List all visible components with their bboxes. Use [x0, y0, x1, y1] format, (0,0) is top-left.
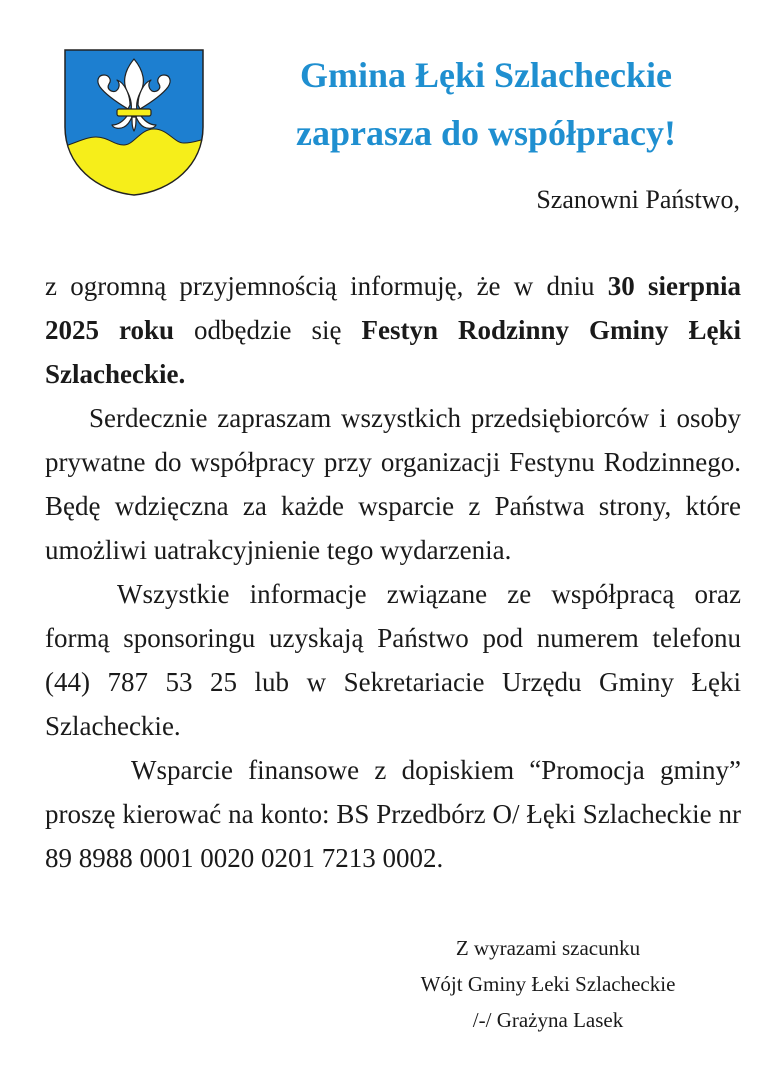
paragraph-bank-account: Wsparcie finansowe z dopiskiem “Promocja gminy” proszę kierować na konto: BS Przedbórz O/ Łęki Szlacheckie nr 89 8988 0001 0020 0201 7213 0002. [45, 755, 741, 873]
paragraph-invitation: Serdecznie zapraszam wszystkich przedsiębiorców i osoby prywatne do współpracy przy organizacji Festynu Rodzinnego. Będę wdzięczna za każde wsparcie z Państwa strony, które umożliwi uatrakcyjnienie tego wydarzenia. [45, 403, 741, 565]
paragraph-contact: Wszystkie informacje związane ze współpracą oraz formą sponsoringu uzyskają Państwo pod numerem telefonu (44) 787 53 25 lub w Sekretariacie Urzędu Gminy Łęki Szlacheckie. [45, 579, 741, 741]
intro-text-2: odbędzie się [174, 315, 362, 345]
letter-body [45, 264, 741, 880]
event-name: Festyn Rodzinny Gminy Łęki Szlacheckie. [45, 315, 741, 389]
page-title [236, 46, 736, 162]
coat-of-arms-icon [62, 47, 206, 197]
event-date: 30 sierpnia 2025 roku [45, 271, 741, 345]
paragraph-intro [45, 264, 741, 396]
title-line-1: Gmina Łęki Szlacheckie [300, 55, 672, 95]
signature-name: /-/ Grażyna Lasek [472, 1008, 624, 1032]
salutation: Szanowni Państwo, [536, 185, 740, 214]
signature-title: Wójt Gminy Łeki Szlacheckie [420, 972, 676, 996]
title-line-2: zaprasza do współpracy! [296, 113, 676, 153]
signature-block [380, 930, 716, 1038]
intro-text-1: z ogromną przyjemnością informuję, że w dniu [45, 271, 608, 301]
signature-closing: Z wyrazami szacunku [455, 936, 641, 960]
